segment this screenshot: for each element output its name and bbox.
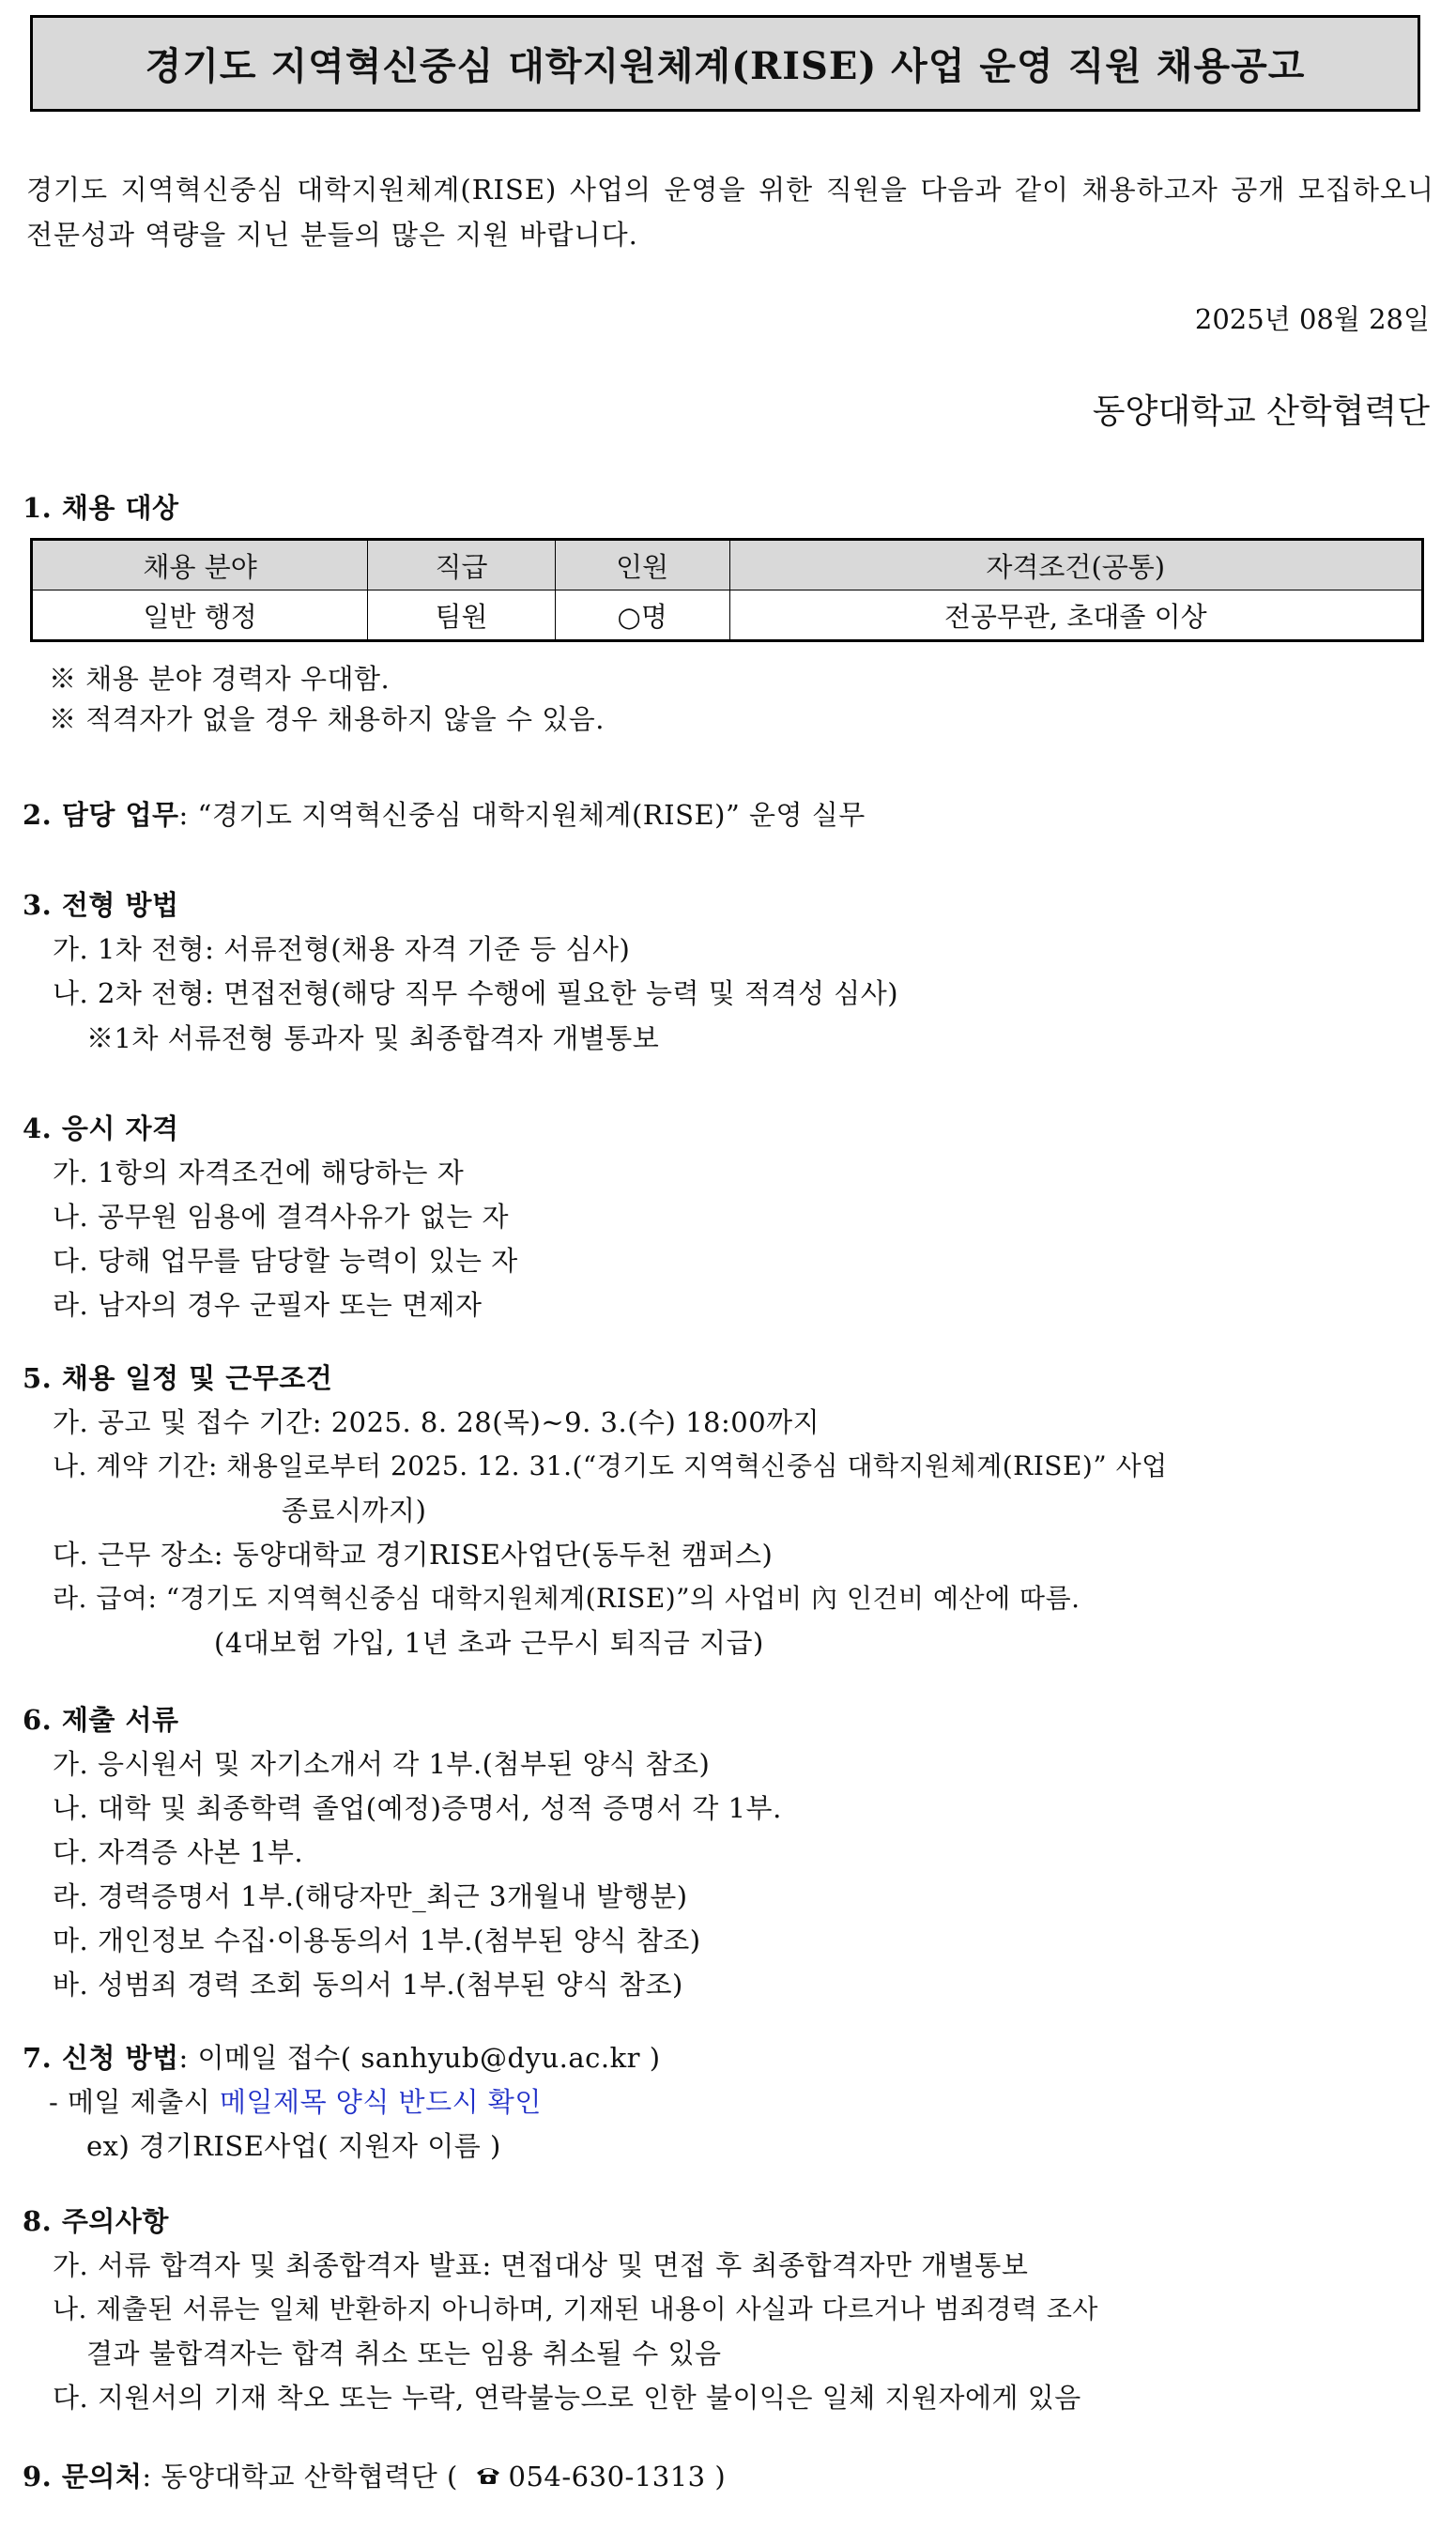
list-item: 라. 남자의 경우 군필자 또는 면제자 bbox=[53, 1289, 483, 1321]
section-3-title: 3. 전형 방법 bbox=[23, 889, 179, 921]
table-header-rank: 직급 bbox=[368, 540, 556, 590]
list-item: 다. 자격증 사본 1부. bbox=[53, 1836, 304, 1868]
list-item: 가. 1항의 자격조건에 해당하는 자 bbox=[53, 1157, 465, 1189]
list-item: 나. 대학 및 최종학력 졸업(예정)증명서, 성적 증명서 각 1부. bbox=[53, 1792, 782, 1824]
table-row bbox=[32, 590, 1423, 641]
list-item: 라. 급여: “경기도 지역혁신중심 대학지원체계(RISE)”의 사업비 內 인건비 예산에 따름. bbox=[53, 1583, 1081, 1614]
list-item: 다. 지원서의 기재 착오 또는 누락, 연락불능으로 인한 불이익은 일체 지원자에게 있음 bbox=[53, 2382, 1081, 2414]
section-1-title: 1. 채용 대상 bbox=[23, 492, 179, 524]
table-cell-count: ○명 bbox=[555, 590, 729, 641]
list-item: 나. 2차 전형: 면접전형(해당 직무 수행에 필요한 능력 및 적격성 심사) bbox=[53, 977, 899, 1009]
list-item: 마. 개인정보 수집·이용동의서 1부.(첨부된 양식 참조) bbox=[53, 1925, 701, 1956]
page-title-text: 경기도 지역혁신중심 대학지원체계(RISE) 사업 운영 직원 채용공고 bbox=[145, 44, 1306, 88]
list-item-continuation: 결과 불합격자는 합격 취소 또는 임용 취소될 수 있음 bbox=[86, 2338, 722, 2370]
table-header-row bbox=[32, 540, 1423, 590]
section-2-title: 2. 담당 업무 bbox=[23, 799, 179, 831]
organization-name: 동양대학교 산학협력단 bbox=[1092, 392, 1430, 431]
list-item: 가. 서류 합격자 및 최종합격자 발표: 면접대상 및 면접 후 최종합격자만 개별통보 bbox=[53, 2249, 1029, 2281]
list-item: 가. 1차 전형: 서류전형(채용 자격 기준 등 심사) bbox=[53, 933, 631, 965]
section-7-title: 7. 신청 방법 bbox=[23, 2042, 179, 2074]
table-header-count: 인원 bbox=[555, 540, 729, 590]
list-item: 바. 성범죄 경력 조회 동의서 1부.(첨부된 양식 참조) bbox=[53, 1969, 683, 2001]
list-item: 나. 공무원 임용에 결격사유가 없는 자 bbox=[53, 1201, 510, 1233]
list-item: 나. 계약 기간: 채용일로부터 2025. 12. 31.(“경기도 지역혁신중심 대학지원체계(RISE)” 사업 bbox=[53, 1450, 1168, 1481]
list-item: 다. 근무 장소: 동양대학교 경기RISE사업단(동두천 캠퍼스) bbox=[53, 1539, 774, 1571]
table-header-field: 채용 분야 bbox=[32, 540, 368, 590]
email-subject-highlight: 메일제목 양식 반드시 확인 bbox=[220, 2086, 542, 2118]
list-item: 가. 응시원서 및 자기소개서 각 1부.(첨부된 양식 참조) bbox=[53, 1748, 711, 1780]
email-instruction-prefix: - 메일 제출시 bbox=[49, 2086, 221, 2118]
section-2-text: : “경기도 지역혁신중심 대학지원체계(RISE)” 운영 실무 bbox=[178, 799, 866, 831]
recruitment-table bbox=[30, 538, 1424, 642]
list-item: 라. 경력증명서 1부.(해당자만_최근 3개월내 발행분) bbox=[53, 1880, 688, 1912]
note-no-candidate: ※ 적격자가 없을 경우 채용하지 않을 수 있음. bbox=[49, 703, 605, 735]
section-7-text: : 이메일 접수( sanhyub@dyu.ac.kr ) bbox=[178, 2042, 661, 2074]
list-item-continuation: (4대보험 가입, 1년 초과 근무시 퇴직금 지급) bbox=[214, 1627, 764, 1659]
notice-date: 2025년 08월 28일 bbox=[1194, 303, 1430, 335]
list-item-continuation: 종료시까지) bbox=[282, 1495, 427, 1526]
table-cell-qualification: 전공무관, 초대졸 이상 bbox=[729, 590, 1422, 641]
intro-paragraph: 경기도 지역혁신중심 대학지원체계(RISE) 사업의 운영을 위한 직원을 다음과 같이 채용하고자 공개 모집하오니 전문성과 역량을 지닌 분들의 많은 지원 바랍니다. bbox=[26, 174, 1434, 251]
contact-prefix: : 동양대학교 산학협력단 ( bbox=[142, 2461, 467, 2492]
section-9 bbox=[23, 2456, 726, 2494]
section-4-title: 4. 응시 자격 bbox=[23, 1112, 179, 1144]
contact-phone: 054-630-1313 ) bbox=[508, 2461, 727, 2492]
section-6-title: 6. 제출 서류 bbox=[23, 1704, 179, 1736]
section-9-title: 9. 문의처 bbox=[23, 2461, 143, 2492]
list-item: 가. 공고 및 접수 기간: 2025. 8. 28(목)~9. 3.(수) 18:00까지 bbox=[53, 1406, 820, 1438]
note-experience: ※ 채용 분야 경력자 우대함. bbox=[49, 663, 391, 695]
table-cell-field: 일반 행정 bbox=[32, 590, 368, 641]
email-subject-example: ex) 경기RISE사업( 지원자 이름 ) bbox=[86, 2130, 501, 2162]
list-item: ※1차 서류전형 통과자 및 최종합격자 개별통보 bbox=[86, 1022, 660, 1054]
list-item: 나. 제출된 서류는 일체 반환하지 아니하며, 기재된 내용이 사실과 다르거나 범죄경력 조사 bbox=[53, 2293, 1098, 2324]
section-5-title: 5. 채용 일정 및 근무조건 bbox=[23, 1362, 333, 1394]
table-header-qualification: 자격조건(공통) bbox=[729, 540, 1422, 590]
table-cell-rank: 팀원 bbox=[368, 590, 556, 641]
section-8-title: 8. 주의사항 bbox=[23, 2205, 169, 2237]
section-2 bbox=[23, 794, 866, 833]
email-instruction bbox=[49, 2081, 542, 2120]
page-title bbox=[30, 15, 1420, 112]
section-7 bbox=[23, 2037, 661, 2076]
list-item: 다. 당해 업무를 담당할 능력이 있는 자 bbox=[53, 1245, 518, 1277]
phone-icon bbox=[475, 2461, 501, 2492]
